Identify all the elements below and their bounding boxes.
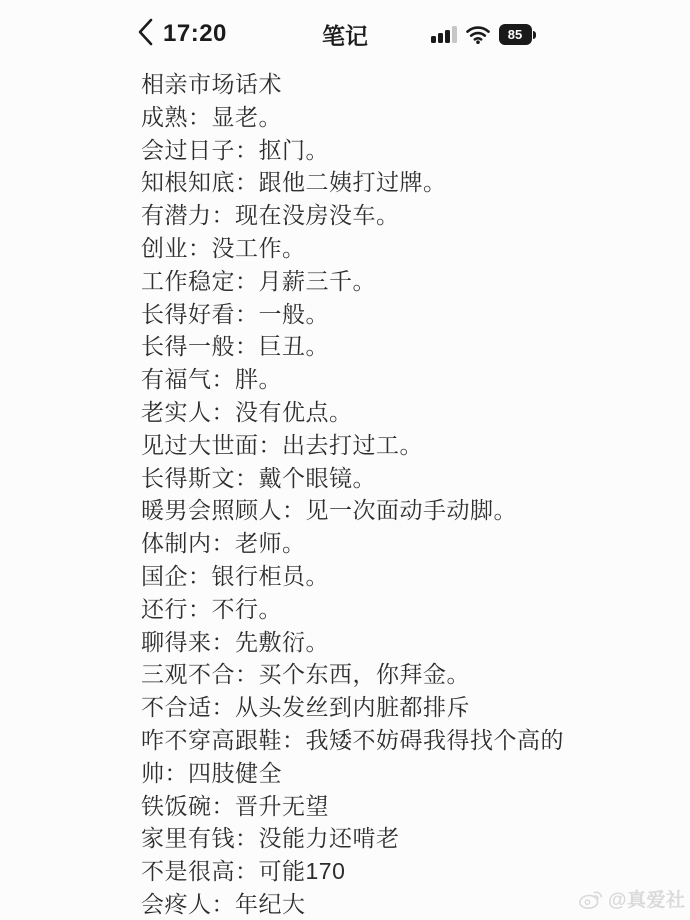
battery-percent: 85 xyxy=(507,27,523,42)
note-line: 成熟：显老。 xyxy=(141,103,282,130)
note-line: 长得一般：巨丑。 xyxy=(141,333,329,360)
note-line: 家里有钱：没能力还啃老 xyxy=(141,825,400,852)
note-line: 咋不穿高跟鞋：我矮不妨碍我得找个高的 xyxy=(141,726,564,753)
note-line: 会过日子：抠门。 xyxy=(141,136,329,163)
watermark xyxy=(578,885,686,912)
note-line: 老实人：没有优点。 xyxy=(141,398,353,425)
watermark-text: @真爱社 xyxy=(608,890,686,911)
note-line: 暖男会照顾人：见一次面动手动脚。 xyxy=(141,497,517,524)
status-icons xyxy=(431,24,532,45)
status-bar xyxy=(0,0,690,58)
note-line: 铁饭碗：晋升无望 xyxy=(141,792,329,819)
battery-icon xyxy=(499,24,532,45)
note-line: 创业：没工作。 xyxy=(141,234,306,261)
note-line: 会疼人：年纪大 xyxy=(141,890,306,917)
note-line: 还行：不行。 xyxy=(141,595,282,622)
page-title: 笔记 xyxy=(322,23,368,49)
note-line: 国企：银行柜员。 xyxy=(141,562,329,589)
wifi-icon xyxy=(466,26,490,44)
note-content[interactable] xyxy=(141,68,681,920)
note-line: 不是很高：可能170 xyxy=(141,858,346,885)
note-line: 见过大世面：出去打过工。 xyxy=(141,431,423,458)
note-line: 聊得来：先敷衍。 xyxy=(141,628,329,655)
note-line: 工作稳定：月薪三千。 xyxy=(141,267,376,294)
note-line: 有福气：胖。 xyxy=(141,366,282,393)
note-line: 长得好看：一般。 xyxy=(141,300,329,327)
note-line: 有潜力：现在没房没车。 xyxy=(141,202,400,229)
note-line: 不合适：从头发丝到内脏都排斥 xyxy=(141,694,470,721)
note-line: 三观不合：买个东西，你拜金。 xyxy=(141,661,470,688)
note-line: 帅：四肢健全 xyxy=(141,759,282,786)
weibo-logo-icon xyxy=(578,887,604,911)
note-line: 体制内：老师。 xyxy=(141,530,306,557)
note-line: 长得斯文：戴个眼镜。 xyxy=(141,464,376,491)
cellular-signal-icon xyxy=(431,26,457,43)
status-time: 17:20 xyxy=(163,20,227,47)
note-line: 知根知底：跟他二姨打过牌。 xyxy=(141,169,447,196)
note-line: 相亲市场话术 xyxy=(141,71,282,97)
